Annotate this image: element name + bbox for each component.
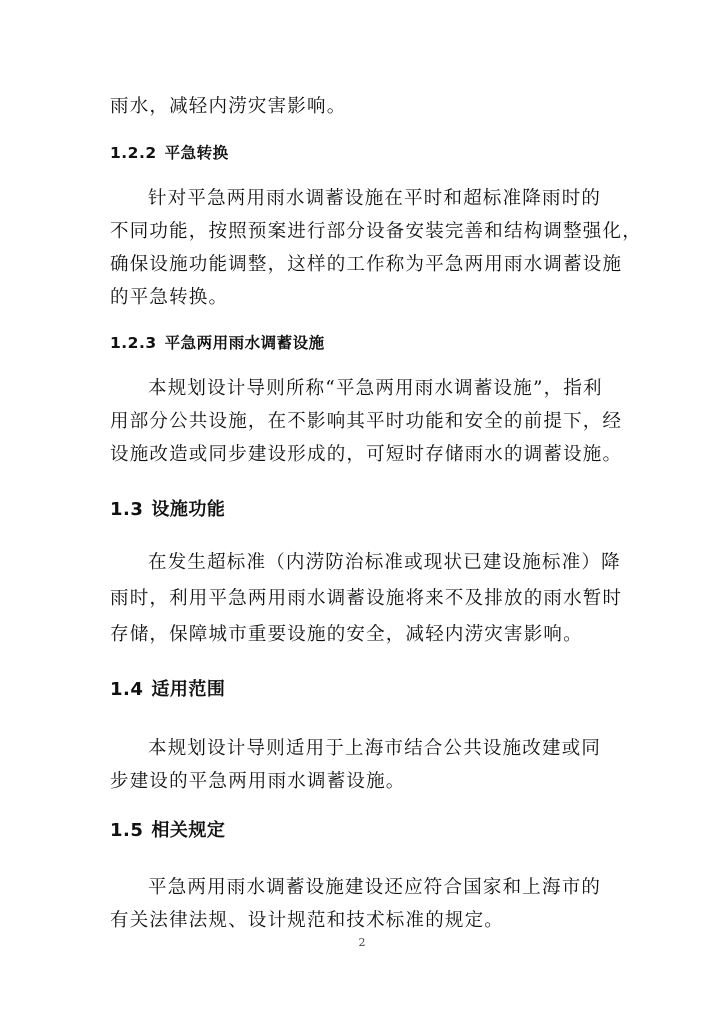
- paragraph-line: 本规划设计导则适用于上海市结合公共设施改建或同: [148, 738, 602, 759]
- section-body-1-4: [110, 732, 620, 798]
- page-number: 2: [358, 936, 366, 949]
- section-heading-1-2-2: [110, 142, 229, 164]
- section-heading-1-4: [110, 677, 225, 703]
- section-heading-1-5: [110, 818, 225, 844]
- section-number: 1.2.3: [110, 334, 157, 352]
- paragraph-line: 有关法律法规、设计规范和技术标准的规定。: [110, 910, 505, 931]
- paragraph-line: 用部分公共设施，在不影响其平时功能和安全的前提下，经: [110, 411, 623, 432]
- section-heading-1-2-3: [110, 332, 325, 354]
- section-body-1-5: [110, 871, 620, 937]
- paragraph-line: 存储，保障城市重要设施的安全，减轻内涝灾害影响。: [110, 624, 583, 645]
- section-title: 平急两用雨水调蓄设施: [164, 334, 325, 352]
- paragraph-line: 在发生超标准（内涝防治标准或现状已建设施标准）降: [148, 552, 621, 573]
- paragraph-line: 的平急转换。: [110, 287, 229, 308]
- paragraph-line: 本规划设计导则所称“平急两用雨水调蓄设施”，指利: [148, 378, 603, 399]
- section-title: 相关规定: [151, 820, 226, 841]
- section-body-1-2-2: [110, 182, 642, 314]
- paragraph-line: 平急两用雨水调蓄设施建设还应符合国家和上海市的: [148, 877, 602, 898]
- paragraph-line: 雨时，利用平急两用雨水调蓄设施将来不及排放的雨水暂时: [110, 588, 623, 609]
- section-title: 适用范围: [151, 679, 226, 700]
- paragraph-line: 针对平急两用雨水调蓄设施在平时和超标准降雨时的: [148, 188, 602, 209]
- paragraph-line: 步建设的平急两用雨水调蓄设施。: [110, 771, 406, 792]
- paragraph-line: 确保设施功能调整，这样的工作称为平急两用雨水调蓄设施: [110, 254, 623, 275]
- section-heading-1-3: [110, 497, 225, 523]
- section-number: 1.2.2: [110, 144, 157, 162]
- paragraph-continuation: [110, 90, 620, 123]
- section-body-1-2-3: [110, 372, 623, 471]
- section-number: 1.5: [110, 820, 144, 841]
- paragraph-line: 设施改造或同步建设形成的，可短时存储雨水的调蓄设施。: [110, 444, 623, 465]
- paragraph-line: 雨水，减轻内涝灾害影响。: [110, 96, 347, 117]
- section-body-1-3: [110, 546, 623, 651]
- paragraph-line: 不同功能，按照预案进行部分设备安装完善和结构调整强化，: [110, 221, 642, 242]
- section-title: 平急转换: [164, 144, 229, 162]
- section-title: 设施功能: [151, 499, 226, 520]
- section-number: 1.4: [110, 679, 144, 700]
- section-number: 1.3: [110, 499, 144, 520]
